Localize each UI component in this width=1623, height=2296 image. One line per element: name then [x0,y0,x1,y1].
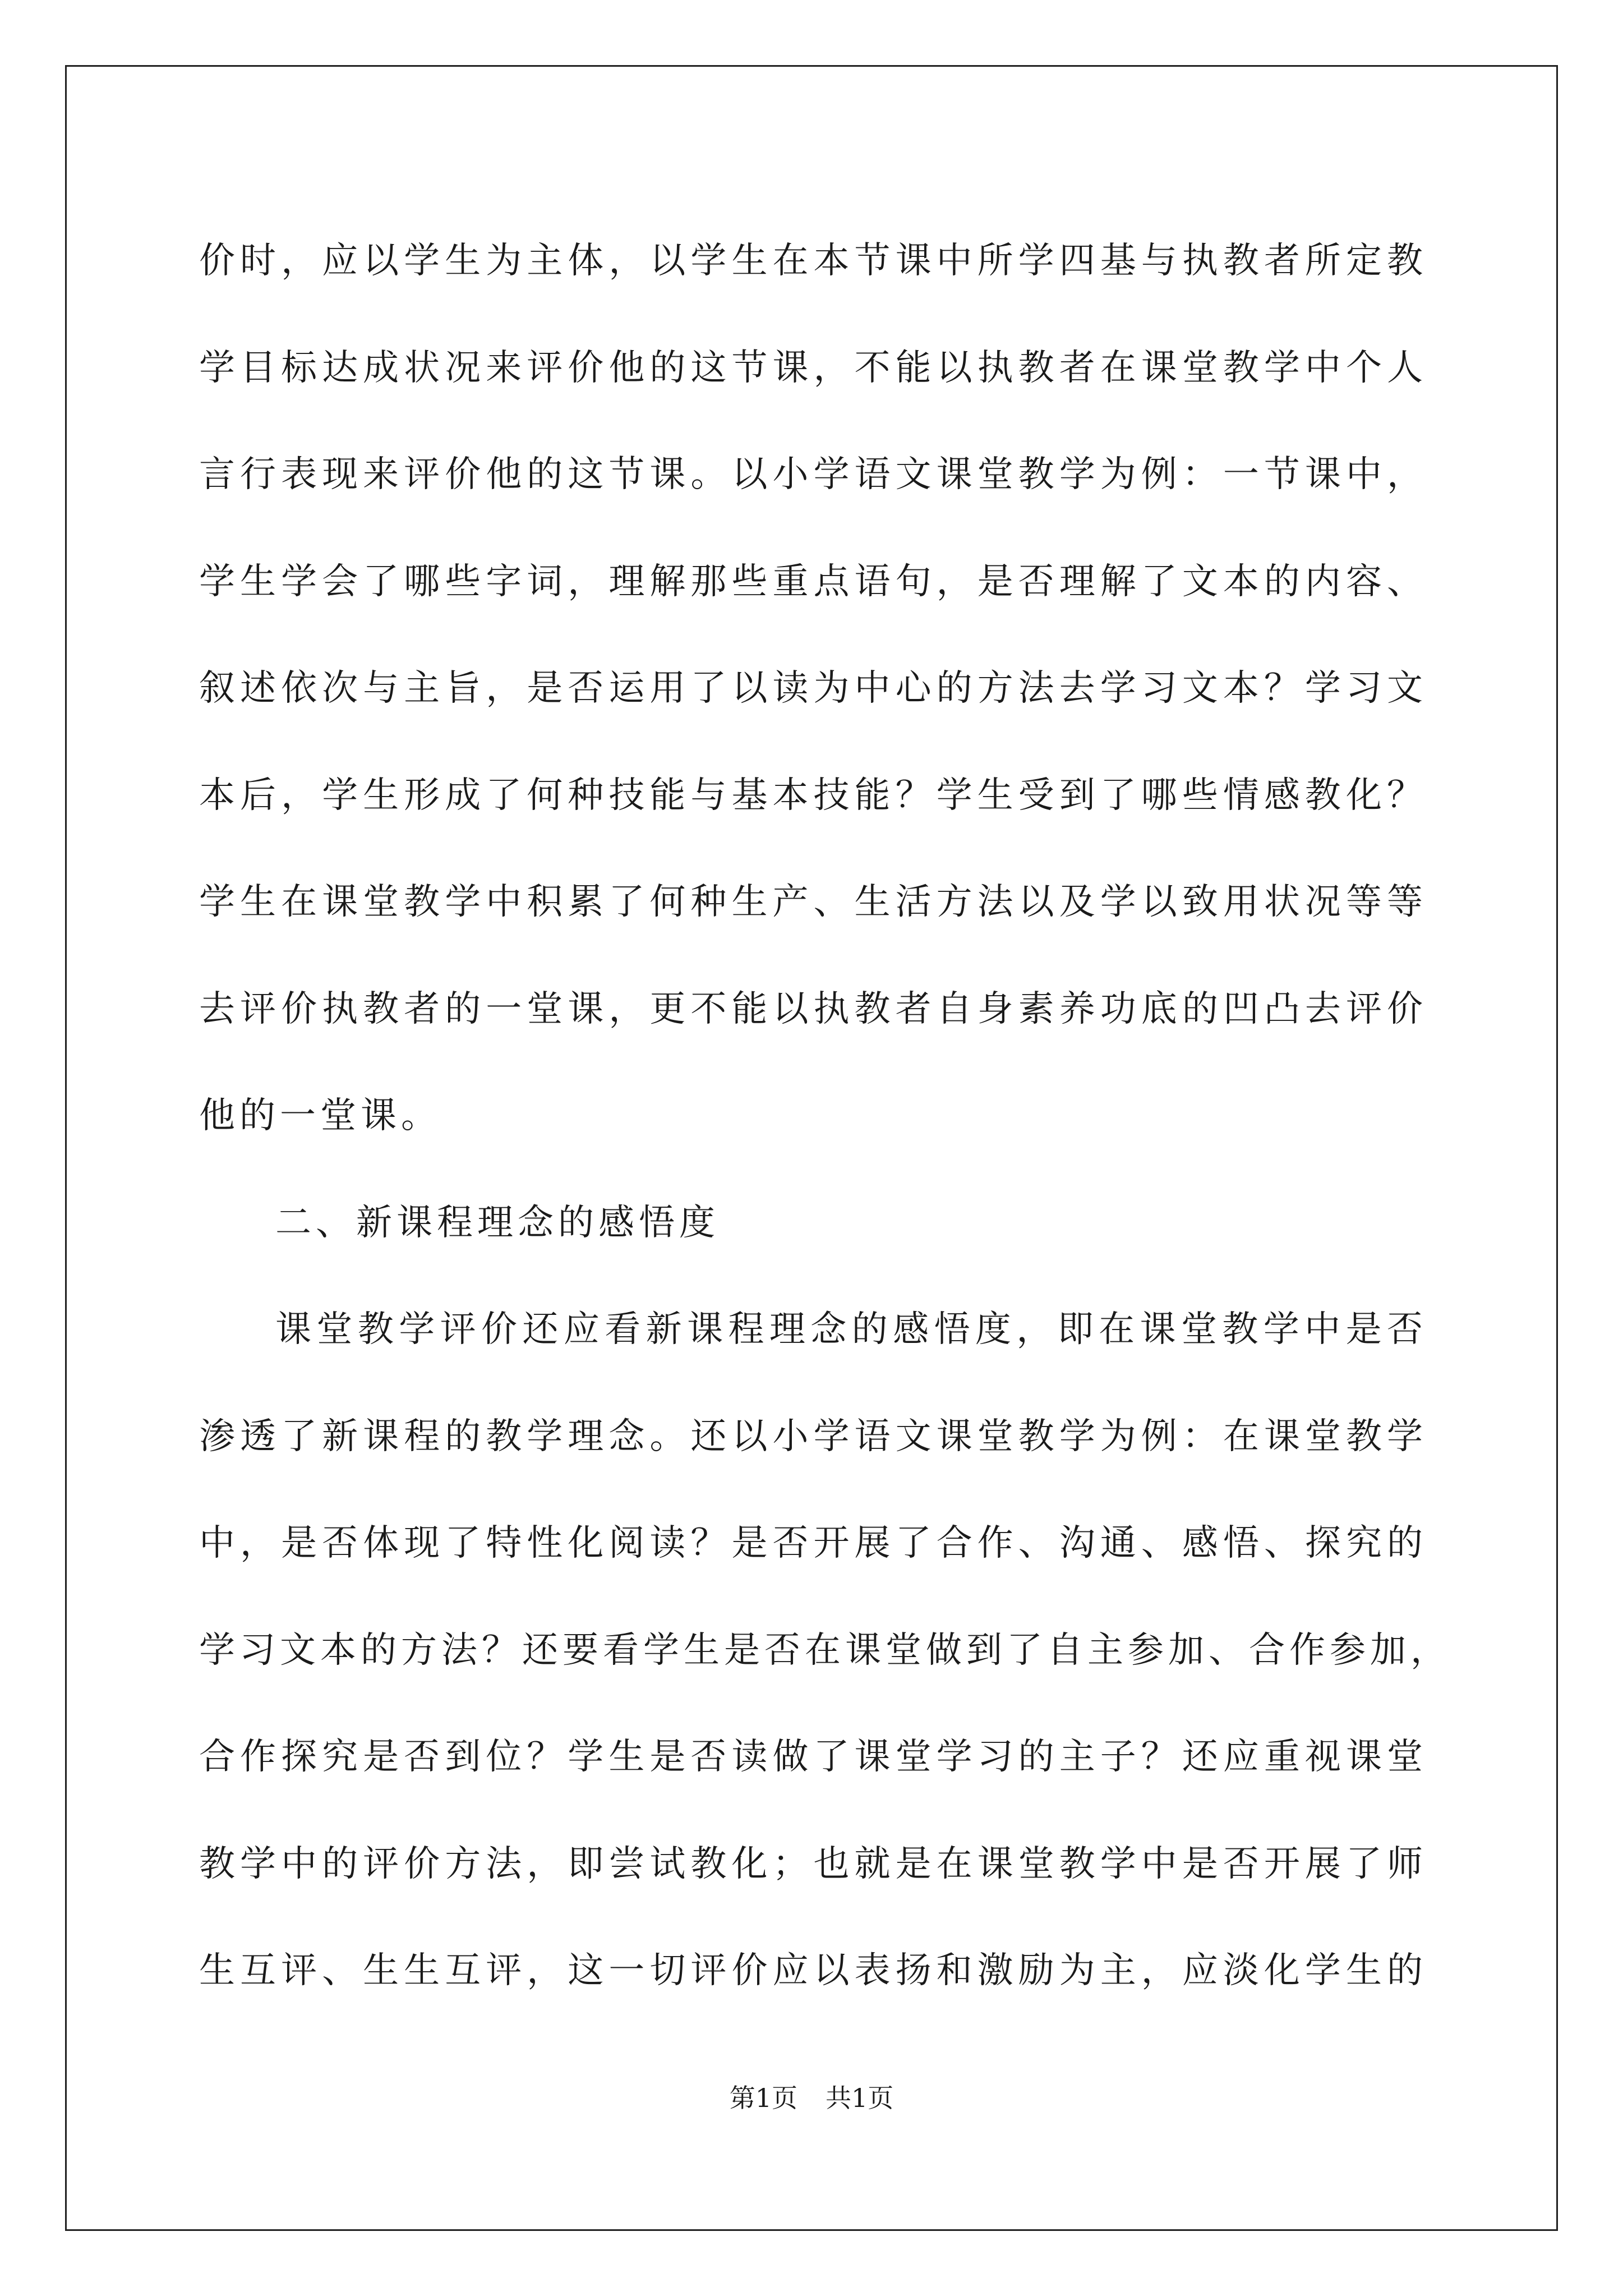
text-line: 叙述依次与主旨，是否运用了以读为中心的方法去学习文本？学习文 [199,668,1427,709]
page-total: 共1页 [826,2083,894,2113]
text-line: 合作探究是否到位？学生是否读做了课堂学习的主子？还应重视课堂 [199,1736,1427,1778]
section-heading: 二、新课程理念的感悟度 [275,1202,720,1244]
document-body [199,208,1451,2024]
text-line: 价时，应以学生为主体，以学生在本节课中所学四基与执教者所定教 [199,240,1427,282]
text-line: 中，是否体现了特性化阅读？是否开展了合作、沟通、感悟、探究的 [199,1522,1427,1564]
text-line: 学目标达成状况来评价他的这节课，不能以执教者在课堂教学中个人 [199,347,1427,389]
page-footer [0,2081,1623,2115]
text-line: 本后，学生形成了何种技能与基本技能？学生受到了哪些情感教化？ [199,774,1427,816]
text-line: 他的一堂课。 [199,1095,441,1137]
text-line: 教学中的评价方法，即尝试教化；也就是在课堂教学中是否开展了师 [199,1843,1427,1885]
text-line: 学习文本的方法？还要看学生是否在课堂做到了自主参加、合作参加， [199,1629,1451,1671]
text-line: 去评价执教者的一堂课，更不能以执教者自身素养功底的凹凸去评价 [199,988,1427,1030]
text-line: 课堂教学评价还应看新课程理念的感悟度，即在课堂教学中是否 [275,1309,1427,1350]
text-line: 学生学会了哪些字词，理解那些重点语句，是否理解了文本的内容、 [199,560,1427,602]
text-line: 学生在课堂教学中积累了何种生产、生活方法以及学以致用状况等等 [199,881,1427,923]
page-number: 第1页 [729,2083,797,2113]
text-line: 渗透了新课程的教学理念。还以小学语文课堂教学为例：在课堂教学 [199,1415,1427,1457]
text-line: 言行表现来评价他的这节课。以小学语文课堂教学为例：一节课中， [199,454,1427,495]
text-line: 生互评、生生互评，这一切评价应以表扬和激励为主，应淡化学生的 [199,1950,1427,1991]
